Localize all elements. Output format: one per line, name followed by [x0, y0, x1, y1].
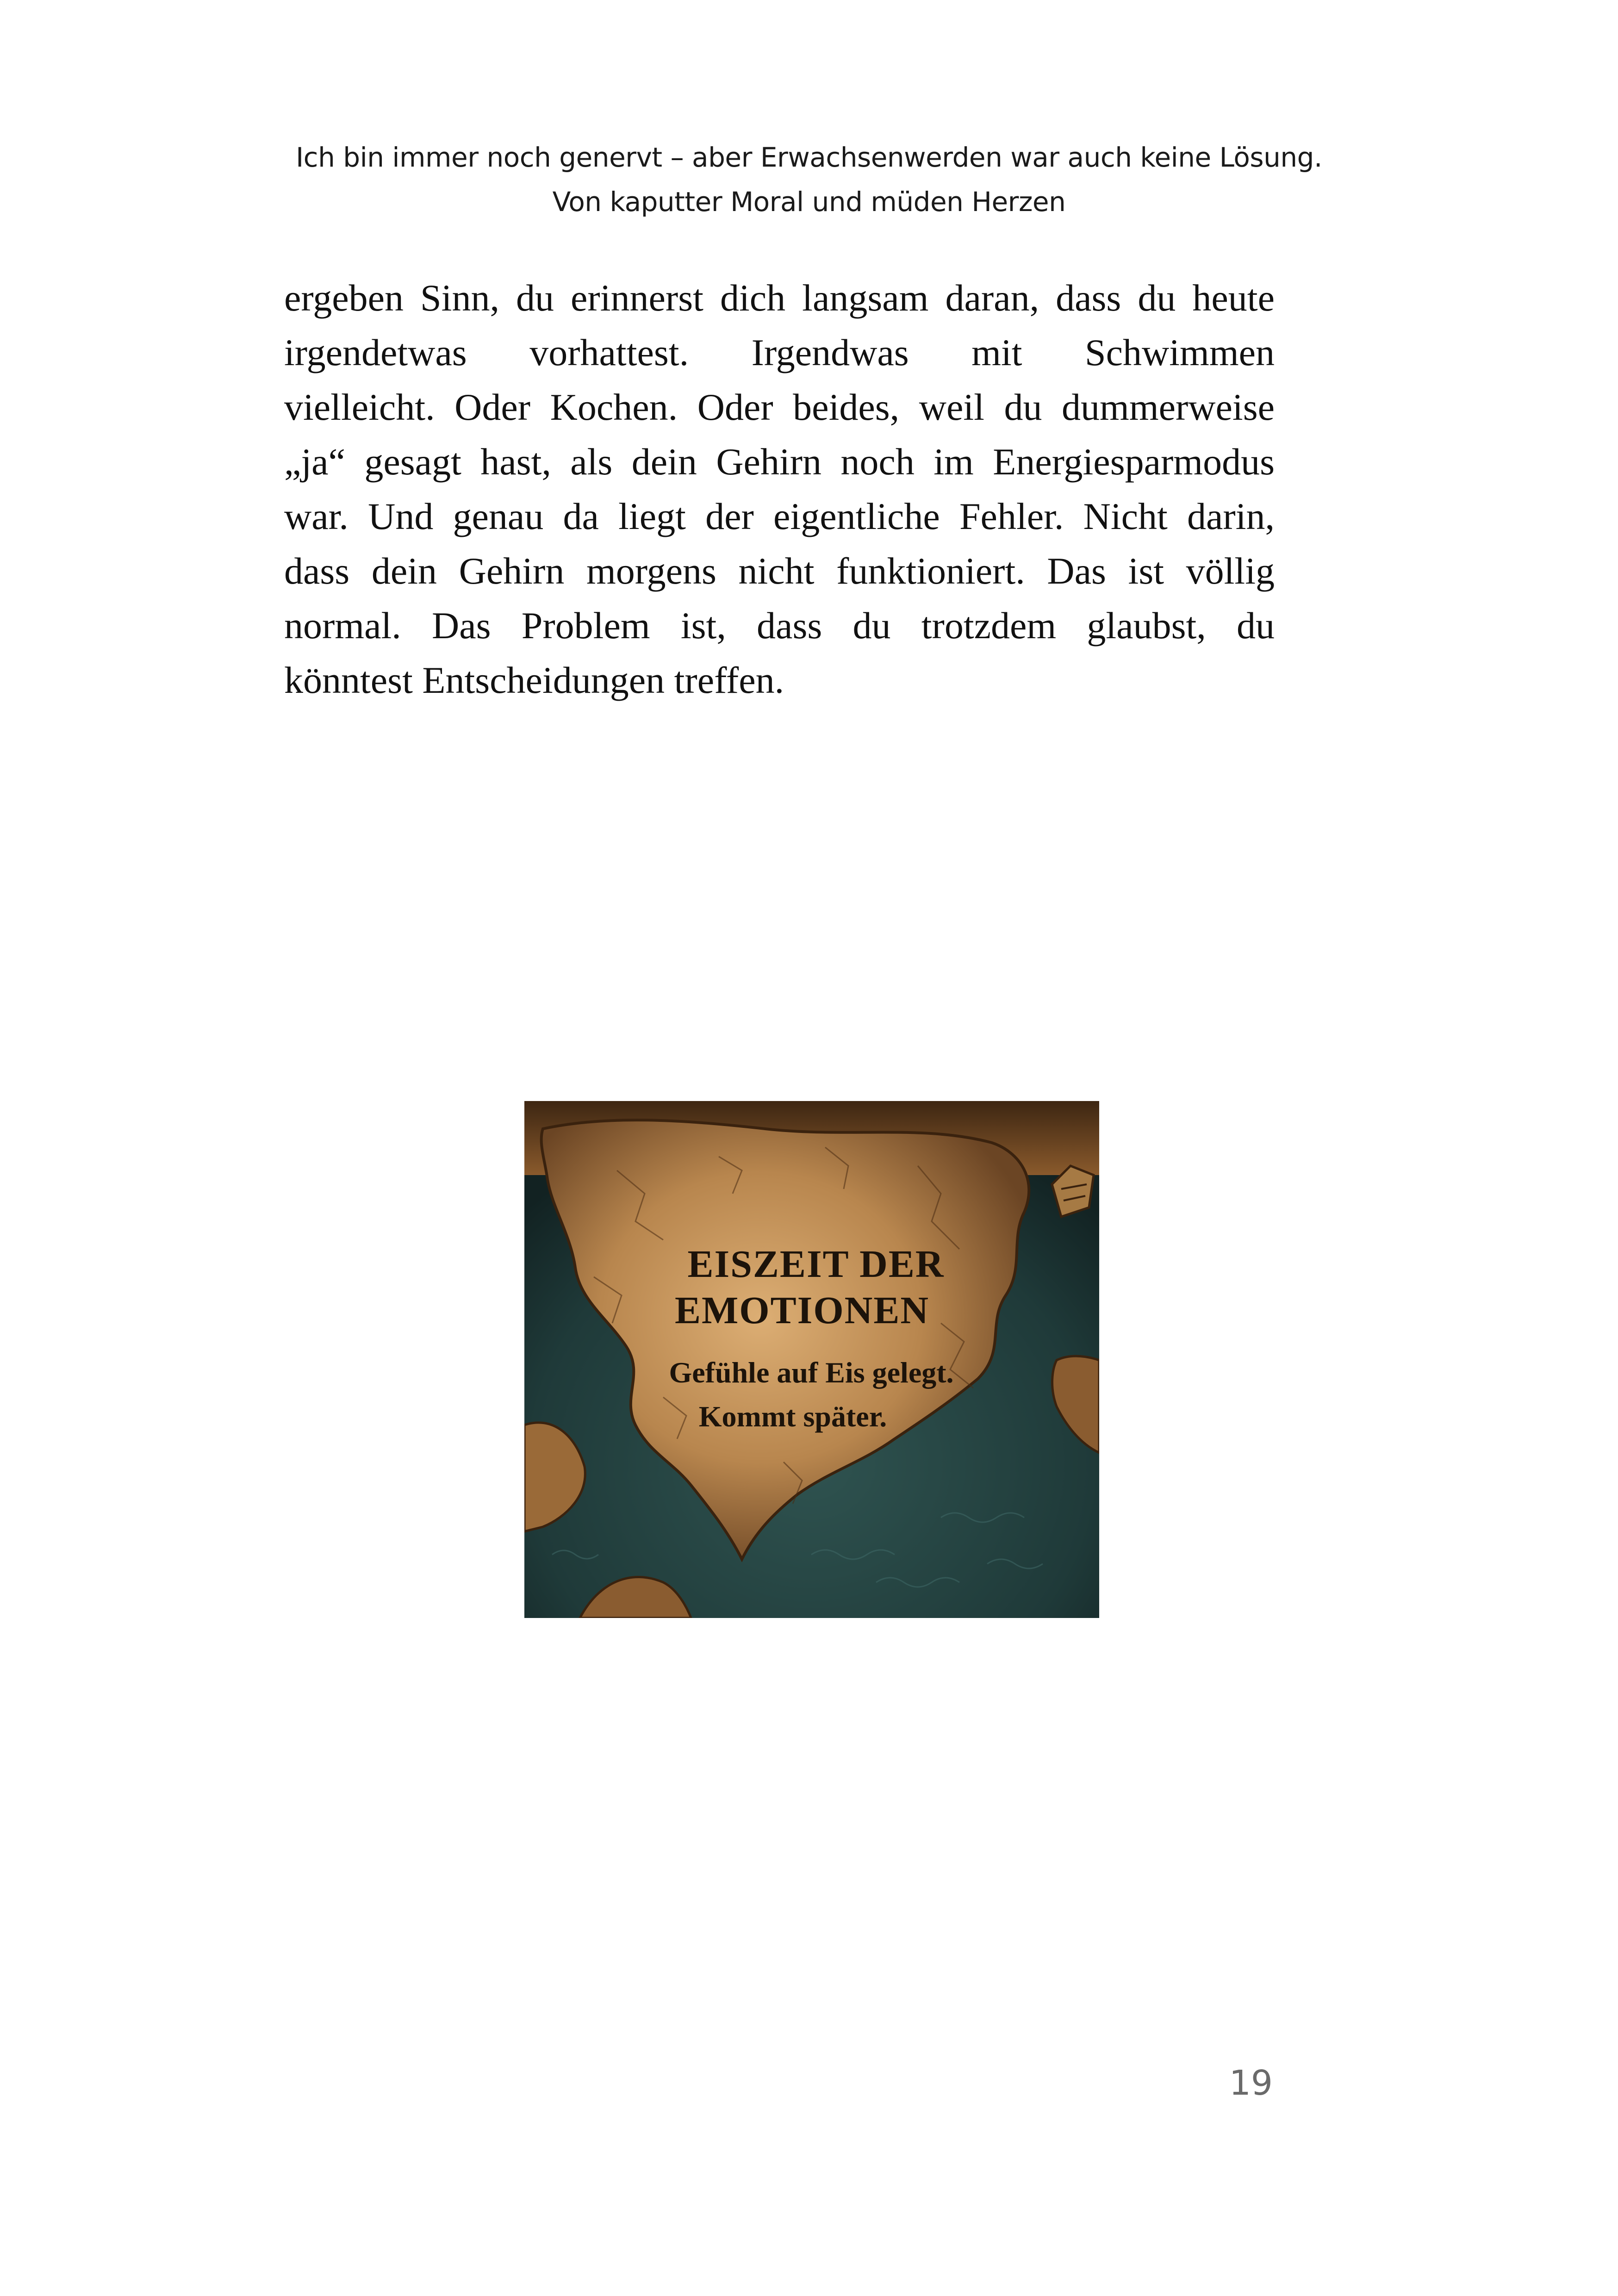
map-title-line-1: EISZEIT DER: [687, 1243, 945, 1286]
body-paragraph: [284, 271, 1275, 708]
text-line: „ja“ gesagt hast, als dein Gehirn noch im Energiesparmodus: [284, 441, 1275, 483]
text-line: dass dein Gehirn morgens nicht funktioniert. Das ist völlig: [284, 550, 1275, 592]
header-subtitle-line: Von kaputter Moral und müden Herzen: [552, 186, 1066, 218]
map-title-line-2: EMOTIONEN: [674, 1289, 930, 1332]
text-line: könntest Entscheidungen treffen.: [284, 659, 784, 701]
running-header: [0, 135, 1618, 224]
text-line: irgendetwas vorhattest. Irgendwas mit Schwimmen: [284, 331, 1275, 373]
text-line: normal. Das Problem ist, dass du trotzdem glaubst, du: [284, 604, 1275, 647]
text-line: vielleicht. Oder Kochen. Oder beides, weil du dummerweise: [284, 386, 1275, 428]
map-caption-line-1: Gefühle auf Eis gelegt.: [669, 1356, 954, 1389]
map-illustration: [524, 1101, 1099, 1618]
text-line: war. Und genau da liegt der eigentliche Fehler. Nicht darin,: [284, 495, 1275, 537]
map-caption-line-2: Kommt später.: [698, 1400, 887, 1433]
header-title-line: Ich bin immer noch genervt – aber Erwachsenwerden war auch keine Lösung.: [296, 142, 1322, 173]
page-number: 19: [1229, 2063, 1273, 2103]
text-line: ergeben Sinn, du erinnerst dich langsam daran, dass du heute: [284, 277, 1275, 319]
